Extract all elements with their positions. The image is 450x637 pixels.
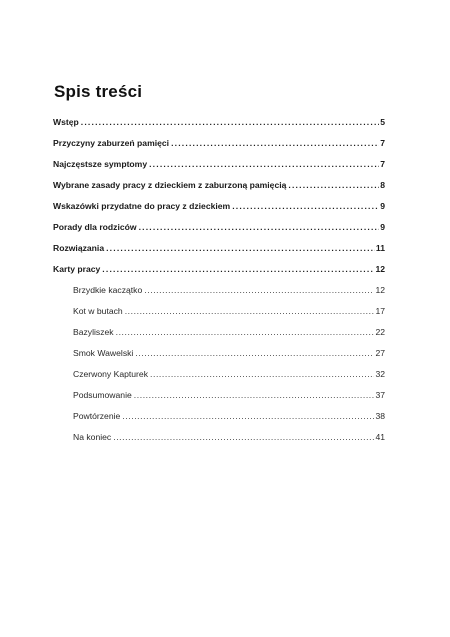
toc-subentry: [53, 306, 385, 327]
toc-entry-label: Wskazówki przydatne do pracy z dzieckiem: [53, 201, 231, 211]
toc-entry-label: Najczęstsze symptomy: [53, 159, 148, 169]
toc-subentry-label: Smok Wawelski: [73, 348, 134, 358]
dot-leader: [125, 306, 375, 316]
toc-subentry: [53, 432, 385, 453]
toc-entry-page: 9: [380, 201, 385, 211]
dot-leader: [149, 159, 379, 169]
dot-leader: [144, 285, 374, 295]
toc-entry-page: 7: [380, 159, 385, 169]
toc-entry-page: 5: [380, 117, 385, 127]
dot-leader: [288, 180, 379, 190]
dot-leader: [116, 327, 375, 337]
toc-entry-page: 11: [375, 243, 385, 253]
table-of-contents: [53, 117, 385, 453]
dot-leader: [232, 201, 379, 211]
toc-entry-label: Porady dla rodziców: [53, 222, 137, 232]
toc-entry-page: 8: [380, 180, 385, 190]
dot-leader: [122, 411, 374, 421]
toc-subentry-label: Na koniec: [73, 432, 112, 442]
toc-entry: [53, 159, 385, 180]
toc-subentry-label: Powtórzenie: [73, 411, 121, 421]
toc-subentry-page: 41: [375, 432, 385, 442]
toc-subentry-label: Kot w butach: [73, 306, 123, 316]
toc-subentry: [53, 390, 385, 411]
page-title: Spis treści: [54, 82, 143, 101]
toc-subentry: [53, 327, 385, 348]
toc-entry: [53, 222, 385, 243]
toc-subentry-page: 12: [375, 285, 385, 295]
toc-subentry-label: Bazyliszek: [73, 327, 114, 337]
toc-entry: [53, 243, 385, 264]
toc-subentry-page: 32: [375, 369, 385, 379]
toc-entry-label: Wybrane zasady pracy z dzieckiem z zaburzoną pamięcią: [53, 180, 287, 190]
toc-subentry: [53, 411, 385, 432]
toc-entry-page: 9: [380, 222, 385, 232]
toc-subentry-page: 27: [375, 348, 385, 358]
toc-entry-label: Przyczyny zaburzeń pamięci: [53, 138, 170, 148]
dot-leader: [106, 243, 375, 253]
toc-entry: [53, 264, 385, 285]
toc-entry: [53, 201, 385, 222]
toc-subentry-label: Brzydkie kaczątko: [73, 285, 143, 295]
dot-leader: [135, 348, 374, 358]
toc-entry: [53, 180, 385, 201]
toc-entry-label: Rozwiązania: [53, 243, 105, 253]
toc-entry: [53, 138, 385, 159]
toc-entry-label: Karty pracy: [53, 264, 101, 274]
toc-entry-page: 12: [375, 264, 385, 274]
toc-subentry-page: 38: [375, 411, 385, 421]
toc-subentry: [53, 348, 385, 369]
toc-entry: [53, 117, 385, 138]
toc-subentry-label: Podsumowanie: [73, 390, 132, 400]
toc-subentry-page: 17: [375, 306, 385, 316]
toc-subentry-page: 37: [375, 390, 385, 400]
dot-leader: [113, 432, 374, 442]
toc-subentry-page: 22: [375, 327, 385, 337]
toc-subentry: [53, 369, 385, 390]
dot-leader: [150, 369, 374, 379]
dot-leader: [139, 222, 380, 232]
dot-leader: [81, 117, 379, 127]
dot-leader: [102, 264, 374, 274]
dot-leader: [134, 390, 375, 400]
toc-subentry-label: Czerwony Kapturek: [73, 369, 148, 379]
toc-subentry: [53, 285, 385, 306]
toc-entry-label: Wstęp: [53, 117, 79, 127]
toc-entry-page: 7: [380, 138, 385, 148]
dot-leader: [171, 138, 379, 148]
